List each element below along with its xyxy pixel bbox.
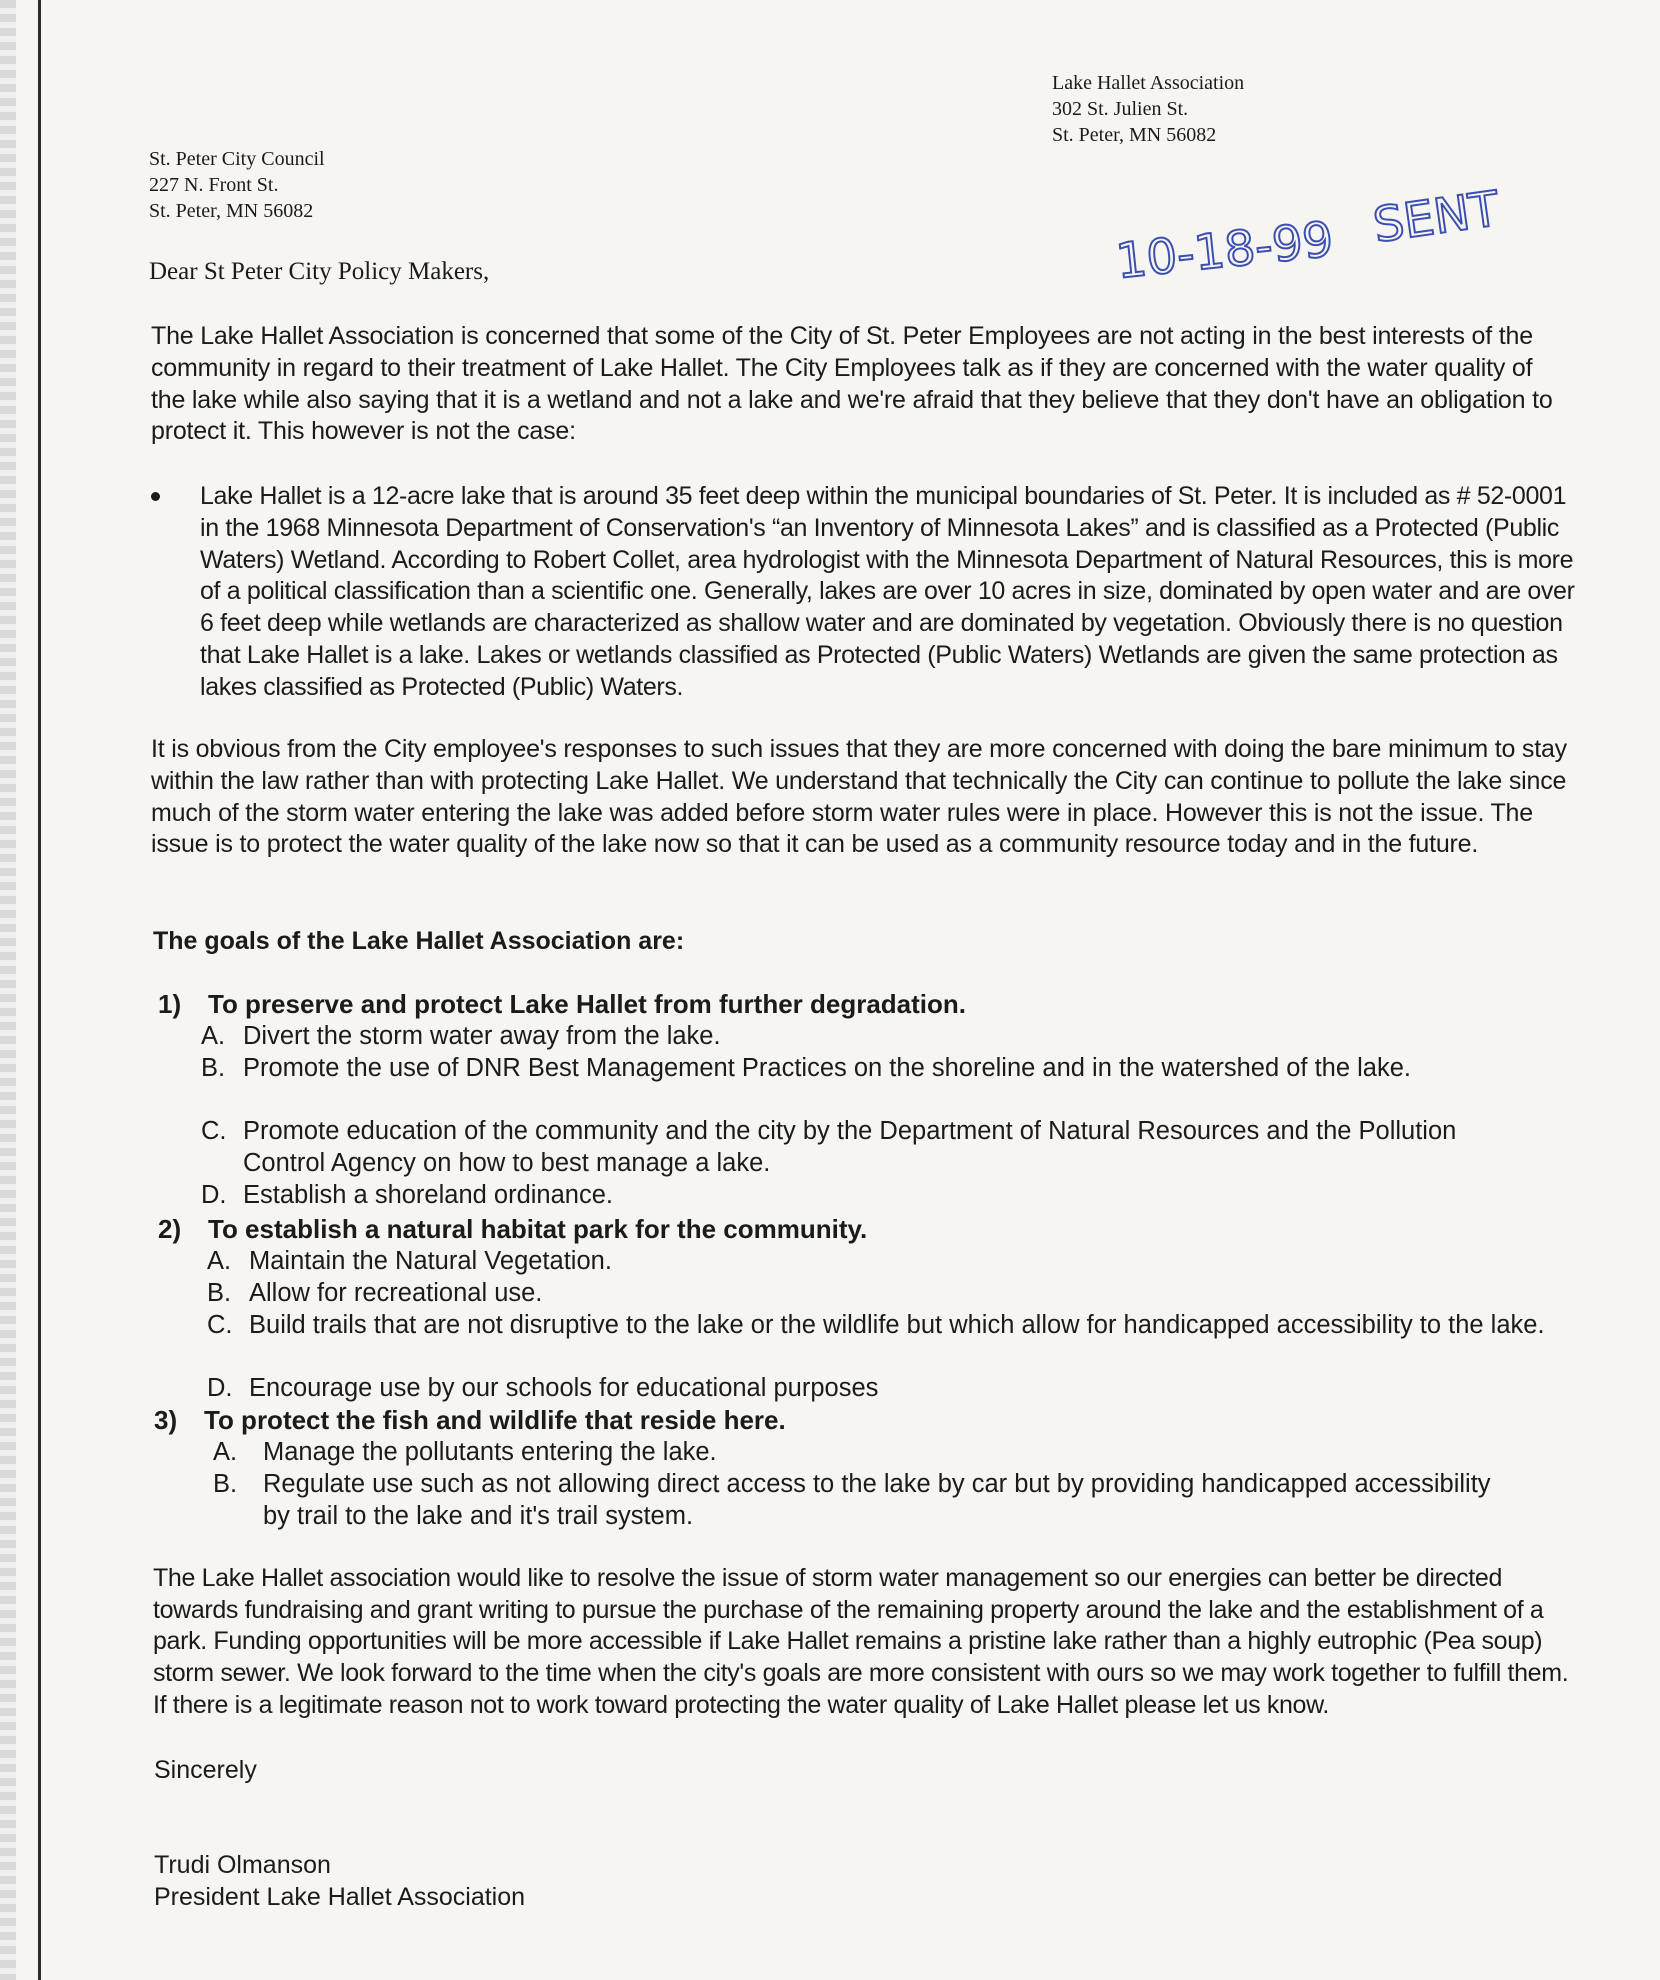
- signature-block: [154, 1850, 525, 1913]
- item-letter: D.: [207, 1374, 233, 1402]
- goal-number: 1): [158, 989, 182, 1019]
- goal-2-item-b: [207, 1278, 1587, 1310]
- item-text: Encourage use by our schools for educational purposes: [249, 1374, 879, 1402]
- goal-3-heading: [154, 1404, 786, 1436]
- item-text: Divert the storm water away from the lake.: [243, 1022, 721, 1050]
- goal-number: 2): [158, 1214, 182, 1244]
- recipient-street: 227 N. Front St.: [149, 174, 279, 196]
- handwritten-status: SENT: [1369, 180, 1503, 254]
- sign-off: Sincerely: [154, 1756, 257, 1784]
- goal-3-item-b: [213, 1469, 1593, 1532]
- item-letter: C.: [201, 1117, 227, 1145]
- item-letter: A.: [201, 1022, 226, 1050]
- goal-2-heading: [158, 1213, 867, 1245]
- item-letter: C.: [207, 1311, 233, 1339]
- binding-edge: [0, 0, 16, 1980]
- goal-1-item-b: [201, 1053, 1581, 1085]
- goals-title: The goals of the Lake Hallet Association are:: [153, 927, 685, 955]
- goal-2-item-d: [207, 1373, 1587, 1405]
- item-text: Regulate use such as not allowing direct access to the lake by car but by providing handicapped accessibility by trail to the lake and it's trail system.: [263, 1470, 1491, 1530]
- item-letter: B.: [201, 1054, 226, 1082]
- goal-title: To protect the fish and wildlife that reside here.: [204, 1405, 786, 1435]
- item-letter: A.: [207, 1247, 232, 1275]
- salutation: Dear St Peter City Policy Makers,: [149, 258, 490, 285]
- handwritten-note: [1113, 180, 1503, 306]
- goal-3-item-a: [213, 1437, 1593, 1469]
- recipient-name: St. Peter City Council: [149, 148, 325, 170]
- goal-title: To establish a natural habitat park for the community.: [208, 1214, 868, 1244]
- item-text: Maintain the Natural Vegetation.: [249, 1247, 612, 1275]
- recipient-address: [149, 146, 325, 224]
- item-letter: B.: [213, 1470, 238, 1498]
- signer-name: Trudi Olmanson: [154, 1851, 331, 1879]
- page-margin-line: [38, 0, 41, 1980]
- sender-name: Lake Hallet Association: [1052, 72, 1245, 94]
- bullet-text: Lake Hallet is a 12-acre lake that is around 35 feet deep within the municipal boundaries of St. Peter. It is included as # 52-0001 in the 1968 Minnesota Department of Conservation's “an Inventory of Minnesota Lakes” and is classified as a Protected (Public Waters) Wetland. According to Robert Collet, area hydrologist with the Minnesota Department of Natural Resources, this is more of a political classification than a scientific one. Generally, lakes are over 10 acres in size, dominated by open water and are over 6 feet deep while wetlands are characterized as shallow water and are dominated by vegetation. Obviously there is no question that Lake Hallet is a lake. Lakes or wetlands classified as Protected (Public Waters) Wetlands are given the same protection as lakes classified as Protected (Public) Waters.: [200, 482, 1575, 701]
- goal-number: 3): [154, 1405, 178, 1435]
- signer-title: President Lake Hallet Association: [154, 1882, 526, 1911]
- item-text: Promote education of the community and the city by the Department of Natural Resources and the Pollution Control Agency on how to best manage a lake.: [243, 1117, 1457, 1177]
- sender-address: [1052, 70, 1244, 148]
- closing-paragraph: The Lake Hallet association would like to resolve the issue of storm water management so our energies can better be directed towards fundraising and grant writing to pursue the purchase of the remaining property around the lake and the establishment of a park. Funding opportunities will be more accessible if Lake Hallet remains a pristine lake rather than a highly eutrophic (Pea soup) storm sewer. We look forward to the time when the city's goals are more consistent with ours so we may work together to fulfill them. If there is a legitimate reason not to work toward protecting the water quality of Lake Hallet please let us know.: [153, 1564, 1569, 1719]
- goal-2-item-a: [207, 1246, 1587, 1278]
- item-text: Manage the pollutants entering the lake.: [263, 1438, 717, 1466]
- item-text: Build trails that are not disruptive to the lake or the wildlife but which allow for handicapped accessibility to the lake.: [249, 1311, 1545, 1339]
- goal-2-item-c: [207, 1310, 1587, 1342]
- item-text: Allow for recreational use.: [249, 1279, 543, 1307]
- sender-street: 302 St. Julien St.: [1052, 98, 1189, 120]
- item-letter: B.: [207, 1279, 232, 1307]
- item-text: Promote the use of DNR Best Management Practices on the shoreline and in the watershed of the lake.: [243, 1054, 1411, 1082]
- goal-1-heading: [158, 988, 966, 1020]
- goal-1-item-c: [201, 1116, 1581, 1179]
- goal-1-item-a: [201, 1021, 1581, 1053]
- handwritten-date: 10-18-99: [1113, 211, 1336, 290]
- goal-1-item-d: [201, 1180, 1581, 1212]
- sender-city: St. Peter, MN 56082: [1052, 124, 1217, 146]
- bullet-icon: [151, 492, 160, 501]
- item-text: Establish a shoreland ordinance.: [243, 1181, 613, 1209]
- item-letter: D.: [201, 1181, 227, 1209]
- goal-title: To preserve and protect Lake Hallet from further degradation.: [208, 989, 967, 1019]
- second-paragraph: It is obvious from the City employee's responses to such issues that they are more concerned with doing the bare minimum to stay within the law rather than with protecting Lake Hallet. We understand that technically the City can continue to pollute the lake since much of the storm water entering the lake was added before storm water rules were in place. However this is not the issue. The issue is to protect the water quality of the lake now so that it can be used as a community resource today and in the future.: [151, 735, 1567, 859]
- recipient-city: St. Peter, MN 56082: [149, 200, 314, 222]
- intro-paragraph: The Lake Hallet Association is concerned that some of the City of St. Peter Employees are not acting in the best interests of the community in regard to their treatment of Lake Hallet. The City Employees talk as if they are concerned with the water quality of the lake while also saying that it is a wetland and not a lake and we're afraid that they believe that they don't have an obligation to protect it. This however is not the case:: [151, 322, 1553, 446]
- item-letter: A.: [213, 1438, 238, 1466]
